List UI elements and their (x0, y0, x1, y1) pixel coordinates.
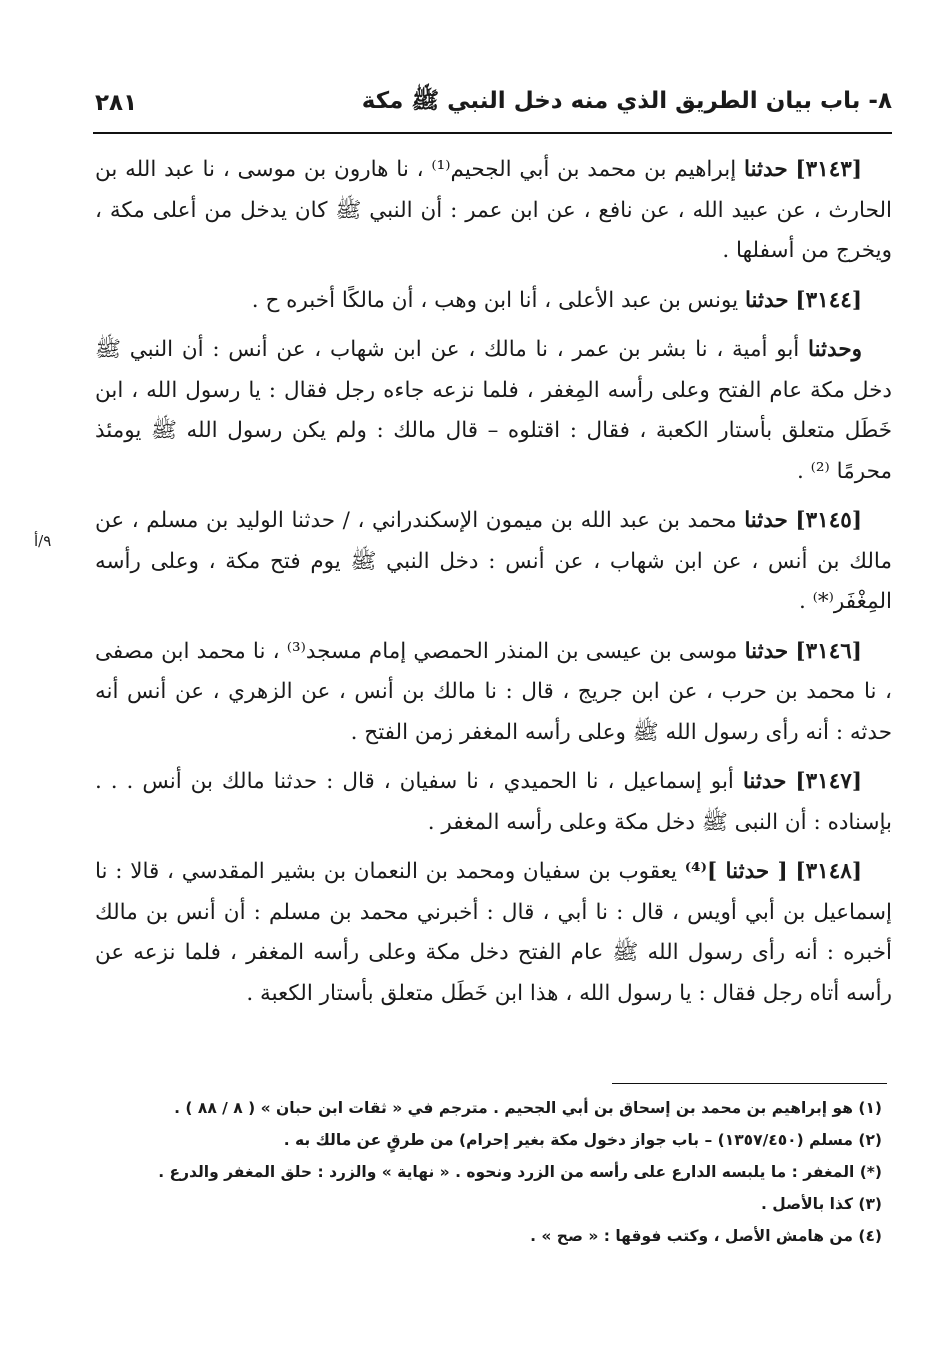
footnotes (120, 1092, 882, 1252)
hadith-number: [٣١٤٧] (795, 769, 862, 794)
hadith-lead-word: [ حدثنا ]⁽⁴⁾ (684, 859, 788, 884)
hadith-3143 (95, 150, 892, 272)
hadith-3144 (95, 281, 892, 322)
footnote-1: (١) هو إبراهيم بن محمد بن إسحاق بن أبي الجحيم . مترجم في « ثقات ابن حبان » ( ٨ / ٨٨ ) . (174, 1099, 882, 1117)
hadith-number: [٣١٤٨] (795, 859, 862, 884)
hadith-text: محمد بن عبد الله بن ميمون الإسكندراني ، / حدثنا الوليد بن مسلم ، عن مالك بن أنس ، عن ابن شهاب ، عن أنس : دخل النبي ﷺ يوم فتح مكة ، وعلى رأسه المِغْفَر⁽*⁾ . (95, 508, 892, 614)
main-text (95, 150, 892, 1023)
hadith-lead-word: حدثنا (744, 638, 789, 664)
page-header (95, 82, 892, 124)
chapter-title: ٨- باب بيان الطريق الذي منه دخل النبي ﷺ مكة (361, 88, 892, 114)
footnote-4: (٤) من هامش الأصل ، وكتب فوقها : « صح » . (530, 1227, 882, 1245)
footnote-rule (612, 1083, 887, 1084)
manuscript-folio-note: ٩/أ (34, 532, 52, 550)
hadith-text: أبو إسماعيل ، نا الحميدي ، نا سفيان ، قال : حدثنا مالك بن أنس . . . بإسناده : أن النبى ﷺ دخل مكة وعلى رأسه المغفر . (95, 769, 892, 835)
footnote-2: (٢) مسلم (١٣٥٧/٤٥٠) – باب جواز دخول مكة بغير إحرام) من طرقٍ عن مالك به . (283, 1131, 882, 1149)
footnote-3: (٣) كذا بالأصل . (761, 1195, 882, 1213)
hadith-text: إبراهيم بن محمد بن أبي الجحيم⁽¹⁾ ، نا هارون بن موسى ، نا عبد الله بن الحارث ، عن عبيد الله ، عن نافع ، عن ابن عمر : أن النبي ﷺ كان يدخل من أعلى مكة ، ويخرج من أسفلها . (95, 157, 892, 263)
hadith-text: أبو أمية ، نا بشر بن عمر ، نا مالك ، عن ابن شهاب ، عن أنس : أن النبي ﷺ دخل مكة عام الفتح وعلى رأسه المِغفر ، فلما نزعه جاءه رجل فقال : يا رسول الله ، ابن خَطَل متعلق بأستار الكعبة ، فقال : اقتلوه – قال مالك : ولم يكن رسول الله ﷺ يومئذ محرمًا ⁽²⁾ . (95, 337, 892, 484)
hadith-number: [٣١٤٥] (795, 508, 862, 533)
hadith-text: يعقوب بن سفيان ومحمد بن النعمان بن بشير المقدسي ، قالا : نا إسماعيل بن أبي أويس ، قال : نا أبي ، قال : أخبرني محمد بن مسلم : أن أنس بن مالك أخبره : أنه رأى رسول الله ﷺ عام الفتح دخل مكة وعلى رأسه المغفر ، فلما نزعه عن رأسه أتاه رجل فقال : يا رسول الله ، هذا ابن خَطَل متعلق بأستار الكعبة . (95, 859, 892, 1006)
hadith-text: يونس بن عبد الأعلى ، أنا ابن وهب ، أن مالكًا أخبره ح . (251, 287, 739, 313)
hadith-number: [٣١٤٣] (795, 157, 862, 182)
footnote-star: (*) المغفر : ما يلبسه الدارع على رأسه من الزرد ونحوه . « نهاية » والزرد : حلق المغفر والدرع . (158, 1163, 882, 1181)
hadith-3147 (95, 762, 892, 843)
hadith-3146 (95, 632, 892, 754)
hadith-number: [٣١٤٦] (795, 638, 862, 664)
hadith-lead-word: حدثنا (744, 157, 788, 182)
header-rule (93, 132, 892, 134)
hadith-3145 (95, 501, 892, 623)
page-number: ٢٨١ (95, 90, 138, 116)
hadith-lead-word: وحدثنا (808, 337, 862, 362)
hadith-3144-second-chain (95, 330, 892, 492)
hadith-lead-word: حدثنا (744, 287, 789, 313)
hadith-3148 (95, 852, 892, 1014)
hadith-lead-word: حدثنا (742, 769, 787, 794)
hadith-number: [٣١٤٤] (795, 287, 862, 313)
hadith-lead-word: حدثنا (744, 508, 788, 533)
hadith-text: موسى بن عيسى بن المنذر الحمصي إمام مسجد⁽³⁾ ، نا محمد ابن مصفى ، نا محمد بن حرب ، عن ابن جريج ، قال : نا مالك بن أنس ، عن الزهري ، عن أنس أنه حدثه : أنه رأى رسول الله ﷺ وعلى رأسه المغفر زمن الفتح . (95, 638, 892, 745)
